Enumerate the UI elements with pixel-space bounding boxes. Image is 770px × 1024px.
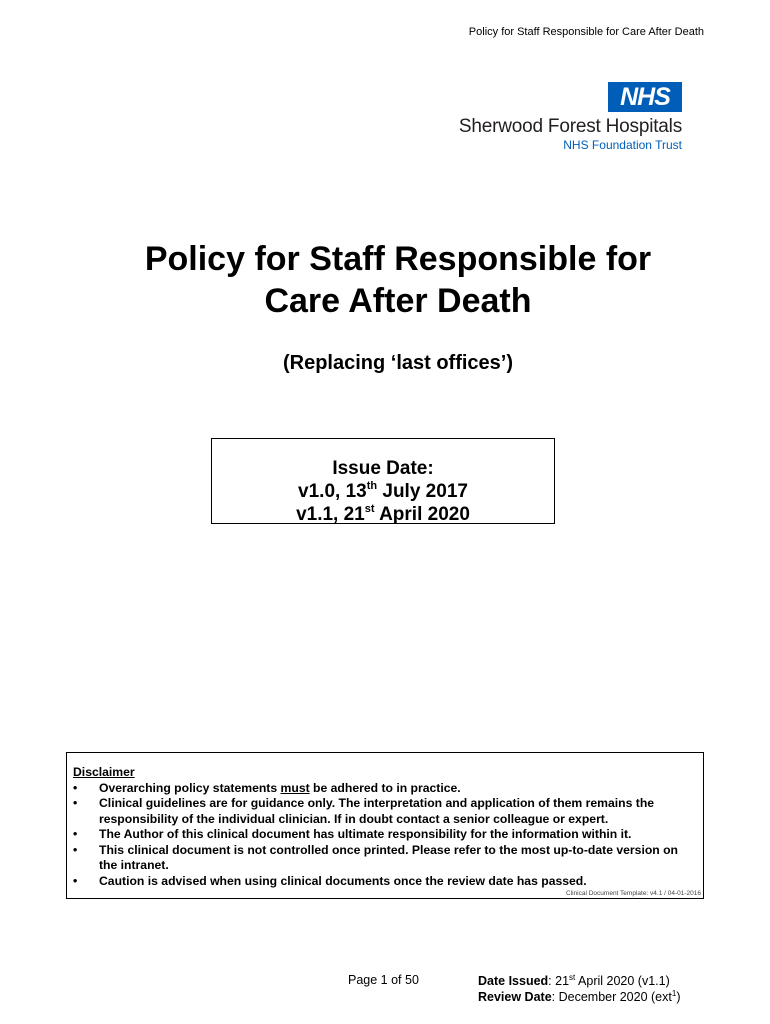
issue-v2-prefix: v1.1, 21 bbox=[296, 504, 365, 525]
review-date bbox=[478, 989, 680, 1005]
issue-v2-sup: st bbox=[364, 503, 375, 515]
date-issued-pre: : 21 bbox=[548, 974, 570, 988]
review-date-sup: 1 bbox=[671, 989, 677, 998]
issue-v2-suffix: April 2020 bbox=[374, 504, 470, 525]
bullet-icon: • bbox=[73, 780, 78, 795]
disclaimer-item-4: This clinical document is not controlled once printed. Please refer to the most up-to-date version on the intranet. bbox=[99, 842, 678, 872]
date-issued bbox=[478, 973, 680, 989]
org-name: Sherwood Forest Hospitals bbox=[458, 116, 682, 137]
bullet-icon: • bbox=[73, 827, 78, 841]
issue-version-1 bbox=[212, 480, 554, 503]
title-line-2: Care After Death bbox=[264, 282, 532, 320]
disclaimer-item-2: Clinical guidelines are for guidance only. The interpretation and application of them remains the responsibility of the individual clinician. If in doubt contact a senior colleague or expert. bbox=[99, 796, 655, 826]
disclaimer-heading: Disclaimer bbox=[73, 765, 135, 779]
document-title bbox=[0, 238, 770, 322]
review-date-post: ) bbox=[676, 990, 681, 1004]
template-version-note: Clinical Document Template: v4.1 / 04-01-2016 bbox=[565, 890, 701, 897]
issue-date-box bbox=[211, 438, 555, 524]
disclaimer-item bbox=[73, 796, 697, 827]
bullet-icon: • bbox=[73, 796, 78, 810]
review-date-label: Review Date bbox=[478, 990, 552, 1004]
date-issued-sup: st bbox=[569, 973, 576, 982]
disclaimer-item-3: The Author of this clinical document has ultimate responsibility for the information within it. bbox=[99, 827, 632, 841]
page-number: Page 1 of 50 bbox=[348, 973, 419, 987]
title-line-1: Policy for Staff Responsible for bbox=[144, 240, 652, 278]
disclaimer-item bbox=[73, 874, 697, 890]
org-subtitle: NHS Foundation Trust bbox=[563, 138, 682, 152]
footer-dates bbox=[478, 973, 680, 1005]
nhs-trust-logo bbox=[402, 82, 682, 154]
disclaimer-list bbox=[73, 781, 697, 890]
disclaimer-item-1-pre: Overarching policy statements bbox=[99, 780, 281, 795]
issue-v1-sup: th bbox=[366, 480, 378, 492]
disclaimer-box bbox=[66, 752, 704, 899]
date-issued-post: April 2020 (v1.1) bbox=[575, 974, 670, 988]
review-date-pre: : December 2020 (ext bbox=[551, 990, 672, 1004]
disclaimer-item bbox=[73, 843, 697, 874]
disclaimer-item-1-emphasis: must bbox=[280, 780, 310, 795]
issue-version-2 bbox=[212, 503, 554, 526]
bullet-icon: • bbox=[73, 873, 78, 888]
running-header-title: Policy for Staff Responsible for Care After Death bbox=[468, 26, 704, 38]
issue-v1-suffix: July 2017 bbox=[377, 481, 468, 502]
document-subtitle: (Replacing ‘last offices’) bbox=[282, 352, 514, 374]
nhs-badge: NHS bbox=[608, 82, 682, 112]
issue-date-label: Issue Date: bbox=[332, 458, 434, 479]
disclaimer-item bbox=[73, 781, 697, 797]
issue-v1-prefix: v1.0, 13 bbox=[298, 481, 367, 502]
disclaimer-item-5: Caution is advised when using clinical documents once the review date has passed. bbox=[99, 873, 587, 888]
bullet-icon: • bbox=[73, 842, 78, 857]
disclaimer-item-1-post: be adhered to in practice. bbox=[309, 780, 461, 795]
disclaimer-item bbox=[73, 827, 697, 843]
date-issued-label: Date Issued bbox=[478, 974, 549, 988]
